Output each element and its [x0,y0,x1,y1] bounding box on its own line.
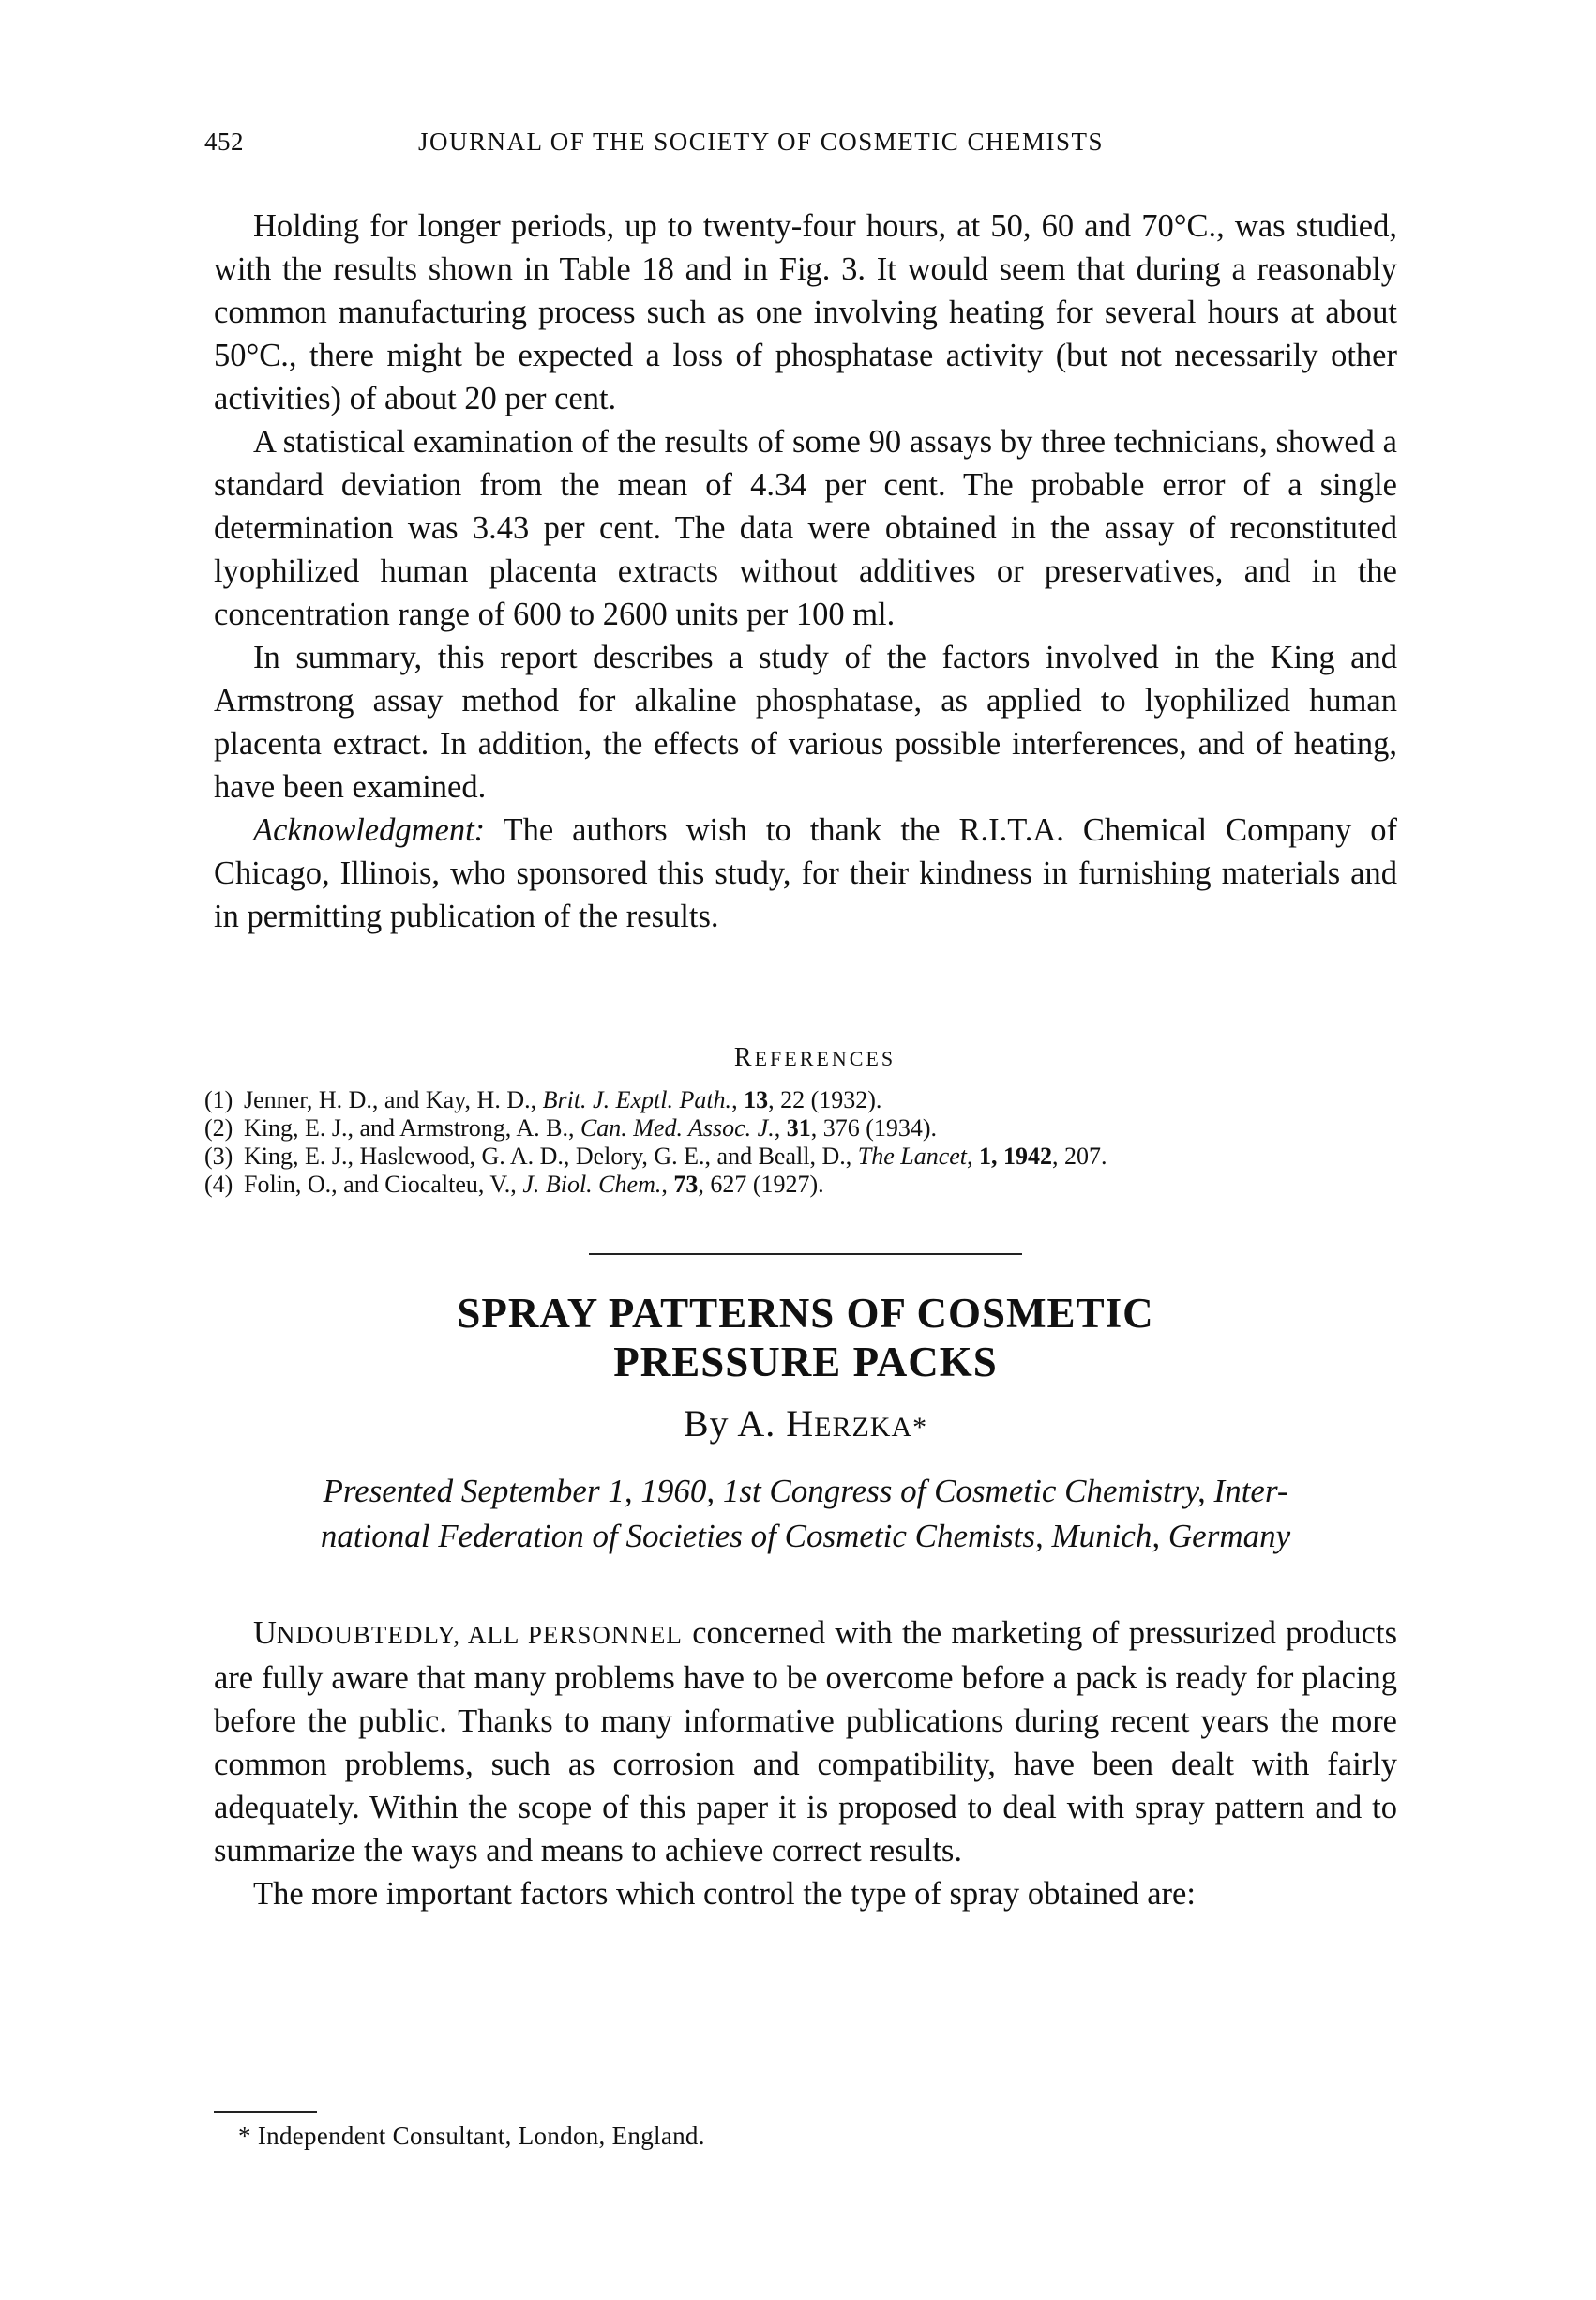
page-header [204,128,1395,165]
reference-text: Folin, O., and Ciocalteu, V., J. Biol. Chem., 73, 627 (1927). [244,1171,824,1198]
author-byline: By A. HERZKA* [683,1402,928,1445]
paragraph-statistical: A statistical examination of the results of some 90 assays by three technicians, showed a standard deviation from the mean of 4.34 per cent. The probable error of a single determination was 3.43 per cent. The data were obtained in the assay of reconstituted lyophilized human placenta extracts without additives or preservatives, and in the concentration range of 600 to 2600 units per 100 ml. [214,424,1397,632]
reference-text: King, E. J., Haslewood, G. A. D., Delory, G. E., and Beall, D., The Lancet, 1, 1942, 207. [244,1142,1107,1170]
title-line-2: PRESSURE PACKS [613,1339,998,1385]
article-2-body [214,1612,1397,1915]
reference-number: (1) [204,1086,233,1113]
references-section [204,1043,1397,1199]
section-divider [589,1253,1022,1255]
paragraph-intro: UNDOUBTEDLY, ALL PERSONNEL concerned with the marketing of pressurized products are fully aware that many problems have to be overcome before a pack is ready for placing before the public. Thanks to many informative publications during recent years the more common problems, such as corrosion and compatibility, have been dealt with fairly adequately. Within the scope of this paper it is proposed to deal with spray pattern and to summarize the ways and means to achieve correct results. [214,1615,1397,1869]
reference-item [204,1086,1397,1114]
article-title [214,1289,1397,1386]
footnote-rule [214,2111,317,2113]
paragraph-holding: Holding for longer periods, up to twenty-four hours, at 50, 60 and 70°C., was studied, with the results shown in Table 18 and in Fig. 3. It would seem that during a reasonably common manufacturing process such as one involving heating for several hours at about 50°C., there might be expected a loss of phosphatase activity (but not necessarily other activities) of about 20 per cent. [214,208,1397,416]
running-head: JOURNAL OF THE SOCIETY OF COSMETIC CHEMISTS [418,128,1105,156]
presentation-line-2: national Federation of Societies of Cosmetic Chemists, Munich, Germany [320,1518,1291,1554]
article-1-body [214,204,1397,938]
page-number: 452 [204,128,244,156]
presentation-note [214,1469,1397,1559]
reference-item [204,1171,1397,1199]
reference-item [204,1142,1397,1171]
reference-text: King, E. J., and Armstrong, A. B., Can. Med. Assoc. J., 31, 376 (1934). [244,1114,938,1142]
title-line-1: SPRAY PATTERNS OF COSMETIC [457,1290,1154,1337]
references-heading: REFERENCES [733,1043,896,1072]
acknowledgment-label: Acknowledgment: [253,812,486,848]
reference-text: Jenner, H. D., and Kay, H. D., Brit. J. Exptl. Path., 13, 22 (1932). [244,1086,882,1113]
footnote: * Independent Consultant, London, England. [238,2122,705,2150]
reference-number: (4) [204,1171,233,1198]
paragraph-factors: The more important factors which control the type of spray obtained are: [253,1876,1196,1912]
presentation-line-1: Presented September 1, 1960, 1st Congress of Cosmetic Chemistry, Inter- [323,1473,1288,1509]
reference-item [204,1114,1397,1142]
paragraph-summary: In summary, this report describes a study of the factors involved in the King and Armstrong assay method for alkaline phosphatase, as applied to lyophilized human placenta extract. In addition, the effects of various possible interferences, and of heating, have been examined. [214,640,1397,805]
reference-number: (2) [204,1114,233,1142]
reference-number: (3) [204,1142,233,1170]
paragraph-acknowledgment [214,809,1397,938]
acknowledgment-text: The authors wish to thank the R.I.T.A. Chemical Company of Chicago, Illinois, who sponsored this study, for their kindness in furnishing materials and in permitting publication of the results. [214,812,1397,934]
